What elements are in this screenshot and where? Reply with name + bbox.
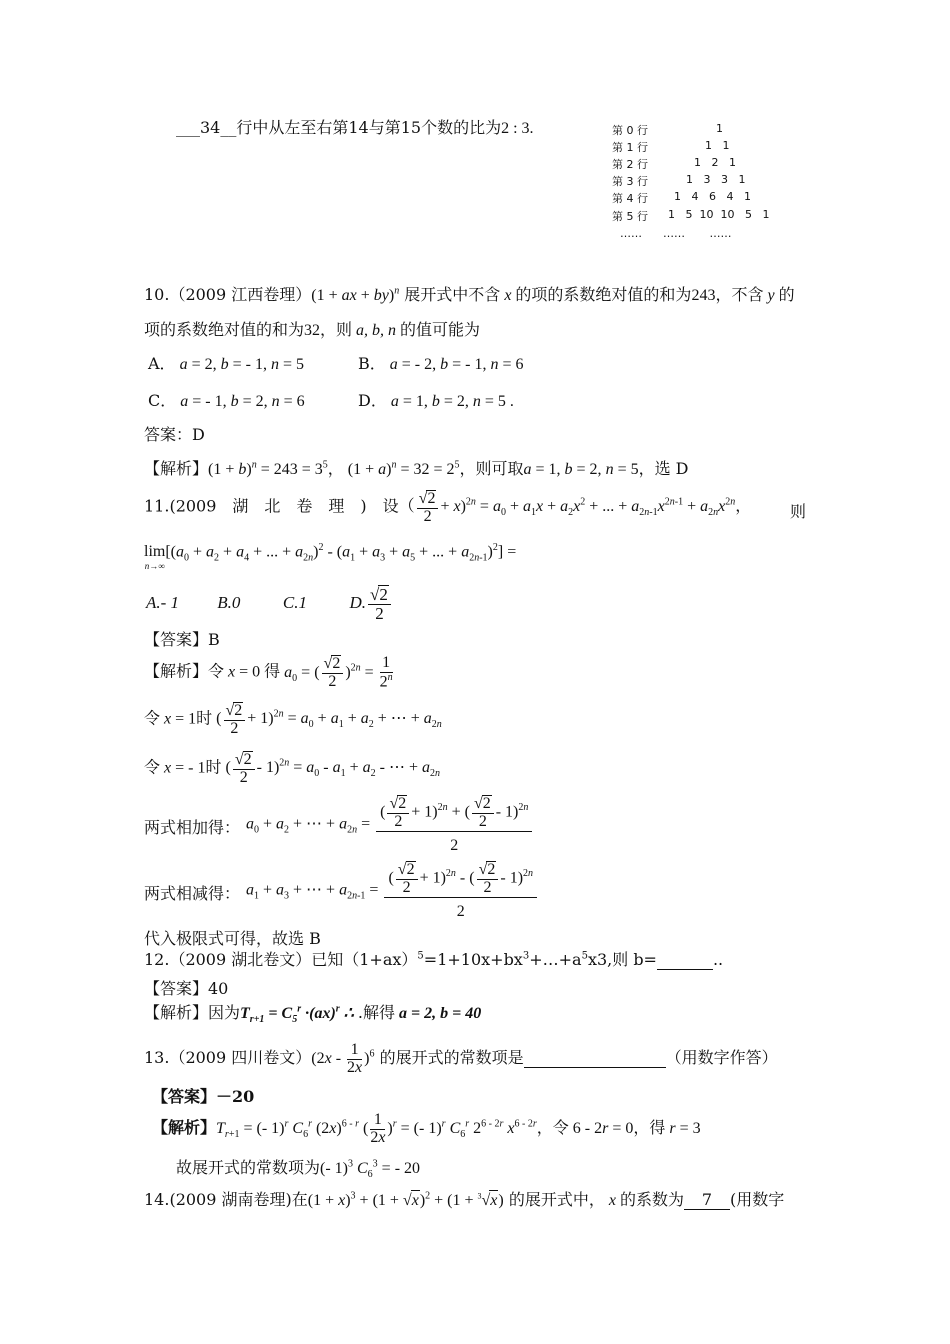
q12-answer: 【答案】40 bbox=[144, 979, 229, 998]
q11-answer: 【答案】B bbox=[144, 630, 220, 649]
top-line-text: 行中从左至右第14与第15个数的比为 bbox=[236, 118, 502, 137]
option-expr: a = - 2, b = - 1, n = 6 bbox=[389, 356, 524, 373]
triangle-row-label: 第 1 行 bbox=[612, 141, 648, 154]
q13-expr: (2x - $\frac{1}{2x}$ )$^6$ bbox=[311, 1041, 375, 1076]
option-label: B． bbox=[358, 354, 386, 373]
q12-text: 12.（2009 湖北卷文）已知（1+ax） bbox=[144, 950, 418, 969]
q13-conclusion bbox=[176, 1158, 420, 1181]
analysis-text: ，则可取 bbox=[459, 459, 524, 478]
q13-analysis bbox=[152, 1112, 701, 1147]
triangle-row-nums: 1 3 3 1 bbox=[686, 173, 746, 186]
triangle-row-nums: 1 4 6 4 1 bbox=[674, 190, 751, 203]
q14-stem bbox=[144, 1190, 784, 1210]
analysis-expr: x = - 1 bbox=[164, 759, 206, 777]
ratio: 2 : 3. bbox=[501, 120, 534, 137]
analysis-label: 【解析】 bbox=[152, 1117, 217, 1137]
triangle-row-label: 第 2 行 bbox=[612, 158, 648, 171]
var-x: x bbox=[500, 287, 516, 304]
triangle-row-label: 第 0 行 bbox=[612, 124, 648, 137]
q11-conclusion: 代入极限式可得，故选 B bbox=[144, 929, 321, 948]
q10-text: 的 bbox=[778, 285, 795, 304]
q10-value: 32 bbox=[304, 322, 321, 339]
triangle-row-label: 第 4 行 bbox=[612, 192, 648, 205]
q12-text: x3,则 b= bbox=[587, 950, 657, 969]
analysis-expr: ( $\frac{√2}{2}$ - $1)^{2n} = a_0 - a_1 + a_2$ - ⋯ + $a_{2n}$ bbox=[221, 751, 441, 786]
q12-stem: 12.（2009 湖北卷文）已知$(1+ax)^5=1+10x+bx^3+\dots+a^5x3$,则 b= .. bbox=[144, 950, 724, 969]
analysis-expr: a = 1, b = 2, n = 5 bbox=[523, 461, 639, 478]
analysis-text: 故展开式的常数项为 bbox=[176, 1158, 321, 1177]
var-x: x bbox=[604, 1192, 620, 1209]
analysis-label: 【解析】令 bbox=[144, 661, 225, 681]
q13-blank[interactable] bbox=[524, 1048, 666, 1068]
analysis-text: ，令 bbox=[536, 1117, 569, 1137]
q11-analysis-2 bbox=[144, 702, 442, 738]
option-label: A． bbox=[148, 354, 176, 373]
q12-analysis: 【解析】因为$T_{r+1} = C_5^r \cdot(ax)^r$ ∴ .解得 a = 2, b = 40 bbox=[144, 1003, 482, 1026]
analysis-expr: a = 2, b = 40 bbox=[394, 1005, 482, 1022]
q10-option-d bbox=[358, 391, 514, 411]
top-line: ___34__行中从左至右第14与第15个数的比为2 : 3. bbox=[176, 118, 534, 137]
analysis-text: 时 bbox=[196, 708, 213, 728]
q11-limit: lim n→∞ [($a_0 + a_2 + a_4$ + ... + $a_{2n})^2 - (a_1 + a_3 + a_5$ + ... + $a_{2n-1})^2$] = bbox=[144, 542, 517, 572]
option-expr: a = 2, b = - 1, n = 5 bbox=[179, 356, 304, 373]
analysis-expr: $T_{r+1}$ = (- 1)$^r$ $C_6^r$ $(2x)^{6 - r}$ ( $\frac{1}{2x}$ )$^r$ = (- 1)$^r$ $C_6^r$ $2^{6 - 2r}$ $x^{6 - 2r}$ bbox=[216, 1111, 537, 1146]
analysis-expr: ( $\frac{√2}{2}$ + $1)^{2n} = a_0 + a_1 + a_2$ + ⋯ + $a_{2n}$ bbox=[212, 702, 442, 737]
triangle-row-nums: 1 2 1 bbox=[694, 156, 736, 169]
analysis-expr: x = 1 bbox=[164, 710, 197, 728]
q10-text: 的项的系数绝对值的和为 bbox=[515, 285, 692, 304]
q12-text: .. bbox=[712, 950, 724, 969]
q10-text: ，不含 bbox=[715, 285, 764, 304]
q11-options: A.- 1 B.0 C.1 D. $\frac{√2}{2}$ bbox=[146, 585, 393, 623]
q10-text: 项的系数绝对值的和为 bbox=[144, 320, 305, 339]
q11-analysis-3 bbox=[144, 751, 440, 787]
q10-number: 10.（2009 江西卷理） bbox=[144, 285, 312, 304]
q14-expr: $(1 + x)^3 + (1 + √x)^2 + (1 + ^3√x)$ bbox=[307, 1190, 504, 1209]
q11-sub-expr: $a_1 + a_3$ + ⋯ + $a_{2n-1}$ = ( $\frac{√2}{2}$ + 1)$^{2n}$ - ( $\frac{√2}{2}$ - 1)$^{2n}$ 2 bbox=[246, 861, 539, 920]
triangle-row-nums: 1 5 10 10 5 1 bbox=[668, 208, 770, 221]
q13-stem bbox=[144, 1042, 778, 1077]
q11-number: 11.(2009 湖 北 卷 理 ) 设 bbox=[144, 496, 399, 516]
q10-option-a bbox=[148, 354, 304, 374]
q11-stem bbox=[144, 490, 751, 526]
analysis-text: 两式相减得： bbox=[144, 884, 241, 903]
q12-blank[interactable] bbox=[657, 950, 713, 970]
q11-analysis-1 bbox=[144, 655, 395, 691]
q10-answer: 答案：D bbox=[144, 425, 205, 444]
q14-text: (用数字 bbox=[729, 1190, 785, 1209]
analysis-text: 时 bbox=[205, 757, 222, 777]
analysis-expr: 6 - 2r = 0 bbox=[568, 1119, 634, 1137]
q12-text: =1+10x+bx bbox=[423, 950, 523, 969]
analysis-text: ，得 bbox=[633, 1117, 666, 1137]
analysis-expr: (- 1)$^3$ $C_6^3$ = - 20 bbox=[320, 1158, 421, 1181]
q10-stem-line2 bbox=[144, 320, 480, 340]
q12-text: +…+a bbox=[529, 950, 582, 969]
q14-text: 的系数为 bbox=[619, 1190, 684, 1209]
q10-text: 的值可能为 bbox=[400, 320, 481, 339]
analysis-expr: r = 3 bbox=[669, 1119, 701, 1137]
triangle-row-label: 第 5 行 bbox=[612, 210, 648, 223]
q10-stem-line1 bbox=[144, 285, 795, 305]
q14-text: 的展开式中， bbox=[508, 1190, 605, 1209]
q10-analysis bbox=[144, 459, 689, 479]
q11-add-expr: $a_0 + a_2$ + ⋯ + $a_{2n}$ = ( $\frac{√2}{2}$ + 1)$^{2n}$ + ( $\frac{√2}{2}$ - 1)$^{2n}$ 2 bbox=[246, 795, 534, 854]
analysis-text: 令 bbox=[144, 708, 161, 728]
analysis-label: 【解析】 bbox=[144, 459, 209, 478]
analysis-expr: $a_0$ = ( $\frac{√2}{2}$ )$^{2n}$ = $\frac{1}{2^n}$ bbox=[284, 654, 393, 691]
analysis-text: 令 bbox=[144, 757, 161, 777]
q14-number: 14.(2009 湖南卷理)在 bbox=[144, 1190, 308, 1209]
analysis-expr: x = 0 bbox=[228, 663, 265, 681]
triangle-row-nums: 1 1 bbox=[705, 139, 730, 152]
triangle-dots: …… …… …… bbox=[620, 227, 732, 240]
analysis-text: 两式相加得： bbox=[144, 818, 241, 837]
q13-text: 的展开式的常数项是 bbox=[379, 1047, 524, 1067]
option-expr: a = - 1, b = 2, n = 6 bbox=[180, 393, 305, 410]
analysis-expr: $T_{r+1} = C_5^r \cdot(ax)^r$ ∴ bbox=[240, 1003, 358, 1026]
analysis-text: 解得 bbox=[362, 1003, 395, 1022]
q13-answer: 【答案】－20 bbox=[152, 1087, 255, 1106]
q11-expr: （ $\frac{√2}{2}$ + $x)^{2n} = a_0 + a_1x + a_2x^2$ + ... + $a_{2n-1}x^{2n-1} + a_{2n}x^{2n}$， bbox=[398, 490, 752, 525]
analysis-expr: $(1 + b)^n = 243 = 3^5$， $(1 + a)^n = 32 = 2^5$ bbox=[208, 459, 460, 478]
option-label: D． bbox=[358, 391, 387, 410]
q10-option-c bbox=[148, 391, 305, 411]
triangle-row-label: 第 3 行 bbox=[612, 175, 648, 188]
var-y: y bbox=[763, 287, 779, 304]
option-label: C． bbox=[148, 391, 177, 410]
q10-value: 243 bbox=[691, 287, 716, 304]
analysis-text: 得 bbox=[264, 661, 281, 681]
option-expr: a = 1, b = 2, n = 5 . bbox=[390, 393, 514, 410]
q14-blank[interactable]: 7 bbox=[684, 1190, 730, 1210]
q10-text: 展开式中不含 bbox=[404, 285, 501, 304]
q13-number: 13.（2009 四川卷文） bbox=[144, 1047, 312, 1067]
triangle-row-nums: 1 bbox=[716, 122, 723, 135]
q10-text: ，则 bbox=[320, 320, 353, 339]
q10-option-b bbox=[358, 354, 524, 374]
q10-expr: (1 + ax + by)$^n$ bbox=[311, 285, 400, 304]
q13-text: （用数字作答） bbox=[665, 1047, 778, 1067]
analysis-label: 【解析】因为 bbox=[144, 1003, 241, 1022]
blank-value: 34 bbox=[200, 118, 221, 137]
q10-vars: a, b, n bbox=[352, 322, 401, 339]
analysis-text: ，选 D bbox=[638, 459, 689, 478]
q11-sub bbox=[144, 884, 240, 903]
q11-add bbox=[144, 818, 240, 837]
q11-then: 则 bbox=[790, 502, 807, 521]
